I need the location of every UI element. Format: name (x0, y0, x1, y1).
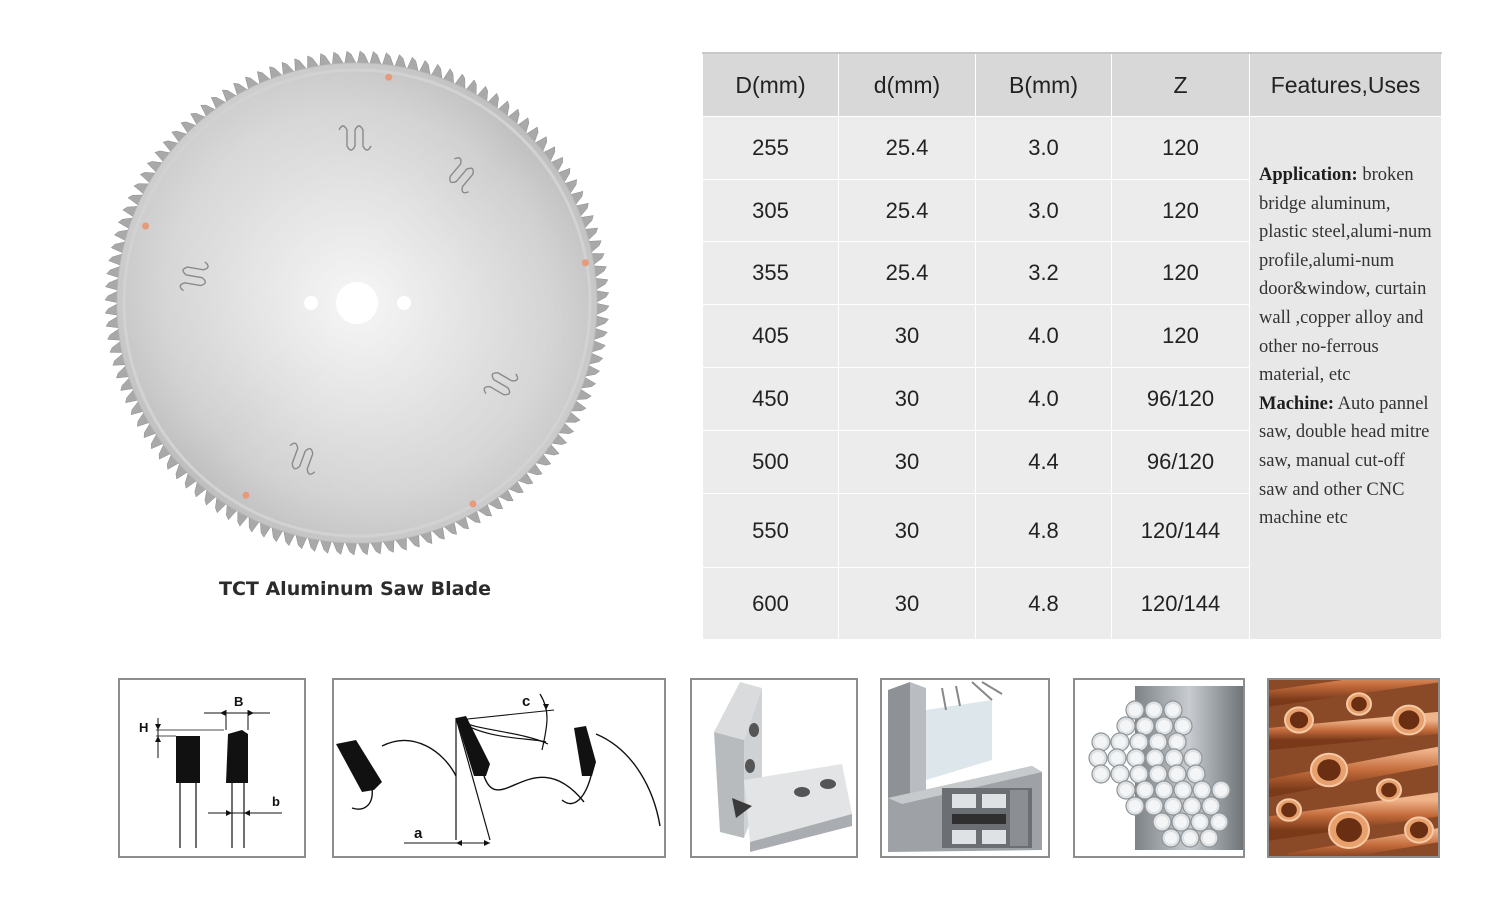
table-header-row (703, 53, 1442, 117)
cell-kerf: 4.4 (976, 431, 1112, 494)
cell-kerf: 3.0 (976, 117, 1112, 180)
machine-label: Machine: (1259, 393, 1335, 414)
pin-hole-right (397, 296, 411, 310)
machine-text: Auto pannel saw, double head mitre saw, manual cut-off saw and other CNC machine etc (1259, 393, 1430, 529)
cell-bore: 30 (839, 368, 976, 431)
cell-bore: 25.4 (839, 242, 976, 305)
cell-diameter: 305 (703, 180, 839, 242)
cell-kerf: 3.0 (976, 180, 1112, 242)
cell-kerf: 4.8 (976, 494, 1112, 568)
col-header-bore: d(mm) (839, 53, 976, 117)
cell-diameter: 500 (703, 431, 839, 494)
cell-diameter: 355 (703, 242, 839, 305)
cell-bore: 30 (839, 494, 976, 568)
col-header-kerf: B(mm) (976, 53, 1112, 117)
application-text: broken bridge aluminum, plastic steel,alumi-num profile,alumi-num door&window, curtain wall ,copper alloy and other no-ferrous material, etc (1259, 165, 1432, 386)
cell-teeth: 120 (1112, 180, 1250, 242)
cell-diameter: 600 (703, 568, 839, 640)
col-header-features: Features,Uses (1250, 53, 1442, 117)
col-header-teeth: Z (1112, 53, 1250, 117)
label-a: a (414, 825, 423, 842)
aluminum-bracket-image (690, 678, 858, 858)
window-profile-image (880, 678, 1050, 858)
cell-diameter: 255 (703, 117, 839, 180)
col-header-diameter: D(mm) (703, 53, 839, 117)
pin-hole-left (304, 296, 318, 310)
cell-teeth: 96/120 (1112, 431, 1250, 494)
cell-teeth: 96/120 (1112, 368, 1250, 431)
cell-bore: 30 (839, 568, 976, 640)
features-cell (1250, 117, 1442, 640)
copper-pipes-image (1267, 678, 1440, 858)
cell-kerf: 3.2 (976, 242, 1112, 305)
cell-teeth: 120 (1112, 117, 1250, 180)
spec-table (702, 52, 1442, 640)
cell-teeth: 120/144 (1112, 494, 1250, 568)
cell-teeth: 120 (1112, 242, 1250, 305)
tooth-angle-diagram (332, 678, 666, 858)
cell-diameter: 405 (703, 305, 839, 368)
cell-diameter: 550 (703, 494, 839, 568)
cell-diameter: 450 (703, 368, 839, 431)
table-row (703, 117, 1442, 180)
application-label: Application: (1259, 165, 1358, 185)
label-c: c (522, 693, 531, 710)
label-H: H (139, 720, 149, 735)
aluminum-tubes-image (1073, 678, 1245, 858)
cell-kerf: 4.0 (976, 368, 1112, 431)
label-b: b (272, 794, 280, 809)
label-B: B (234, 694, 244, 709)
cell-bore: 30 (839, 431, 976, 494)
cell-kerf: 4.8 (976, 568, 1112, 640)
cell-teeth: 120 (1112, 305, 1250, 368)
cell-teeth: 120/144 (1112, 568, 1250, 640)
arbor-hole (336, 282, 378, 324)
cell-bore: 30 (839, 305, 976, 368)
blade-caption: TCT Aluminum Saw Blade (219, 578, 491, 600)
cell-kerf: 4.0 (976, 305, 1112, 368)
cell-bore: 25.4 (839, 180, 976, 242)
cell-bore: 25.4 (839, 117, 976, 180)
tooth-dimension-diagram (118, 678, 306, 858)
saw-blade-image (102, 48, 612, 558)
